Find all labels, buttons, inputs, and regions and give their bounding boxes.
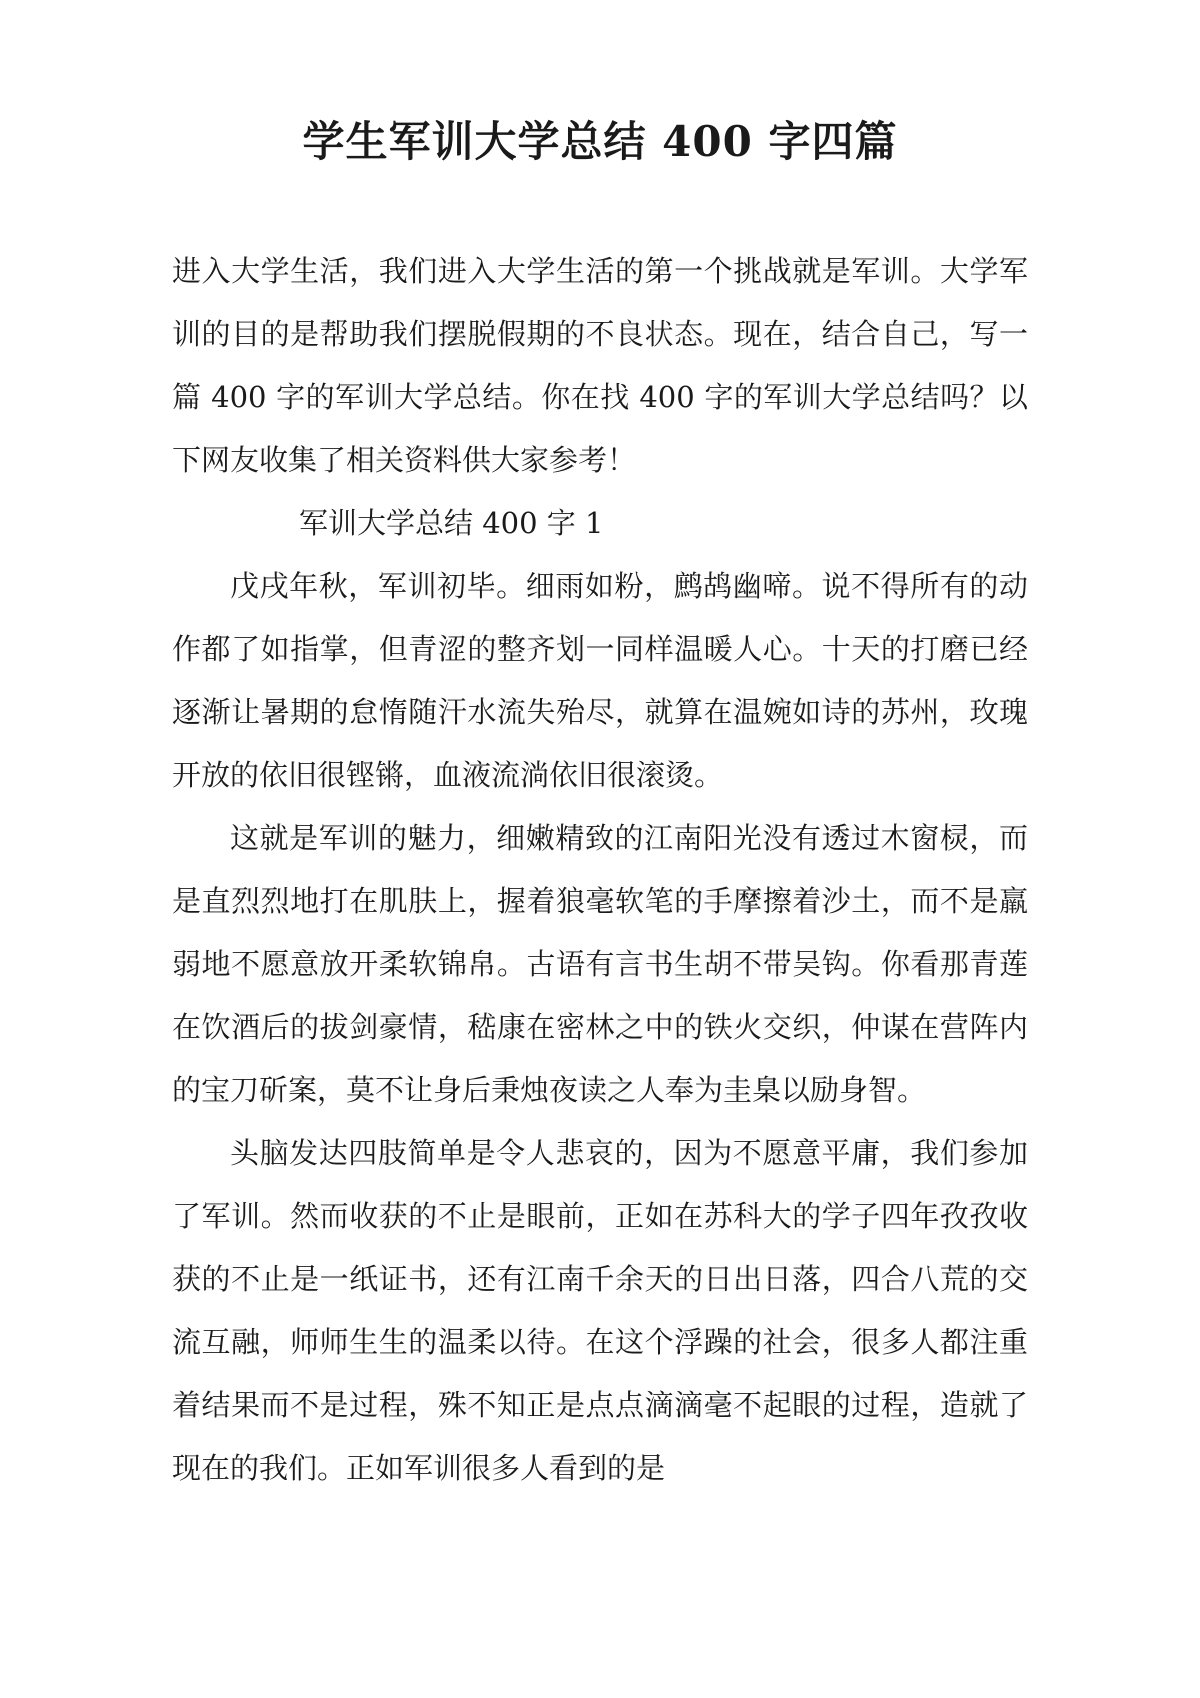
body-paragraph-1: 戊戌年秋，军训初毕。细雨如粉，鹧鸪幽啼。说不得所有的动作都了如指掌，但青涩的整齐划一同样温暖人心。十天的打磨已经逐渐让暑期的怠惰随汗水流失殆尽，就算在温婉如诗的苏州，玫瑰开放的依旧很铿锵，血液流淌依旧很滚烫。 xyxy=(172,569,1028,792)
document-body xyxy=(172,240,1028,1500)
document-title: 学生军训大学总结 400 字四篇 xyxy=(302,117,898,166)
section-heading: 军训大学总结 400 字 1 xyxy=(299,506,604,540)
body-paragraph-2: 这就是军训的魅力，细嫩精致的江南阳光没有透过木窗棂，而是直烈烈地打在肌肤上，握着狼毫软笔的手摩擦着沙土，而不是羸弱地不愿意放开柔软锦帛。古语有言书生胡不带吴钩。你看那青莲在饮酒后的拔剑豪情，嵇康在密林之中的铁火交织，仲谋在营阵内的宝刀斫案，莫不让身后秉烛夜读之人奉为圭臬以励身智。 xyxy=(172,821,1028,1107)
intro-paragraph: 进入大学生活，我们进入大学生活的第一个挑战就是军训。大学军训的目的是帮助我们摆脱假期的不良状态。现在，结合自己，写一篇 400 字的军训大学总结。你在找 400 字的军训大学总结吗？以下网友收集了相关资料供大家参考！ xyxy=(172,254,1028,477)
body-paragraph-3: 头脑发达四肢简单是令人悲哀的，因为不愿意平庸，我们参加了军训。然而收获的不止是眼前，正如在苏科大的学子四年孜孜收获的不止是一纸证书，还有江南千余天的日出日落，四合八荒的交流互融，师师生生的温柔以待。在这个浮躁的社会，很多人都注重着结果而不是过程，殊不知正是点点滴滴毫不起眼的过程，造就了现在的我们。正如军训很多人看到的是 xyxy=(172,1136,1028,1485)
